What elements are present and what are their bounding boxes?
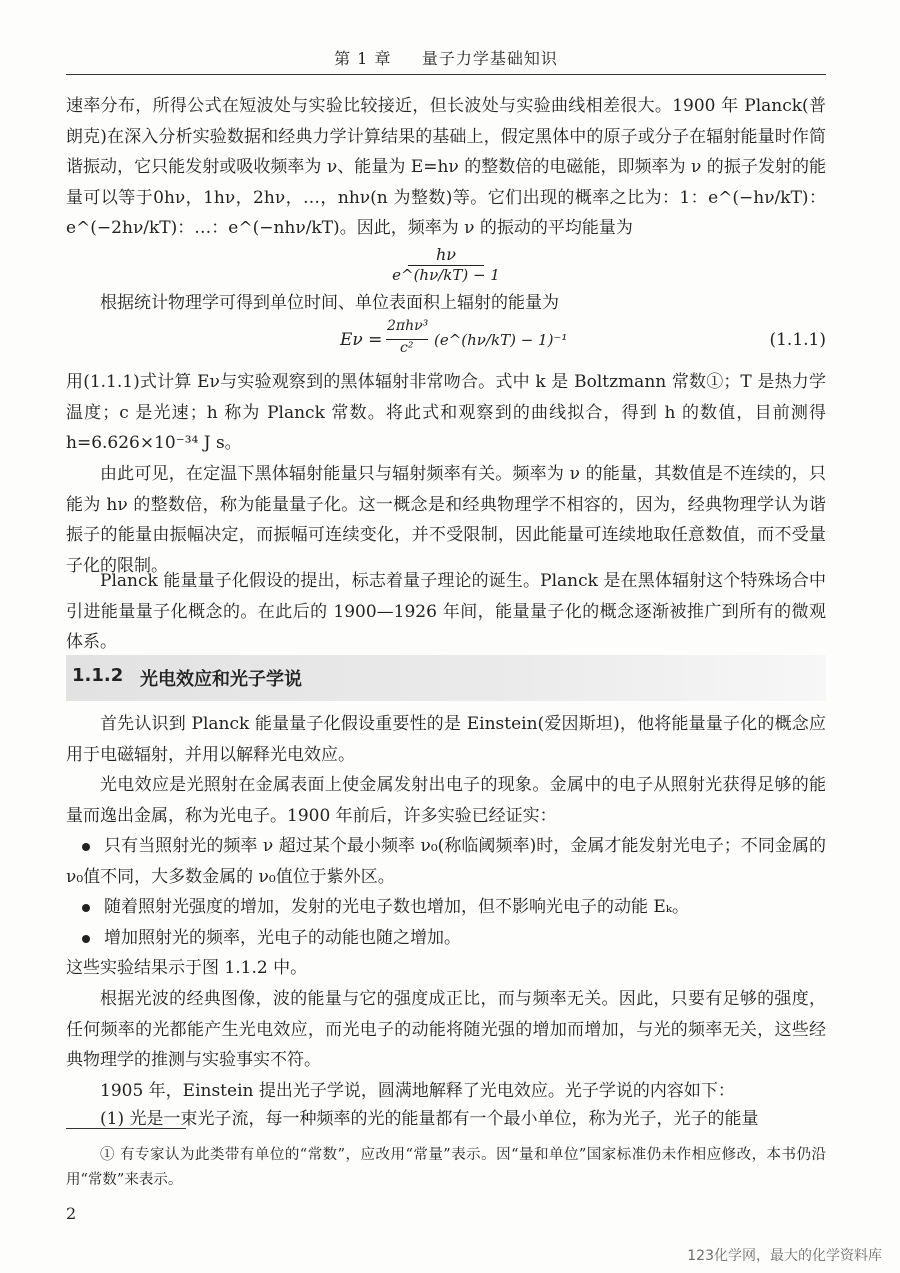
bullet-item-frequency — [66, 923, 826, 954]
bullet-item-threshold — [66, 831, 826, 892]
chapter-title: 量子力学基础知识 — [421, 49, 558, 68]
footnote: ① 有专家认为此类带有单位的“常数”，应改用“常量”表示。因“量和单位”国家标准仍未作相应修改，本书仍沿用“常数”来表示。 — [66, 1147, 826, 1188]
eq-avg-numerator: hν — [435, 245, 457, 264]
bullet-item-intensity — [66, 892, 826, 923]
paragraph-classical-view: 根据光波的经典图像，波的能量与它的强度成正比，而与频率无关。因此，只要有足够的强度，任何频率的光都能产生光电效应，而光电子的动能将随光强的增加而增加，与光的频率无关，这些经典物理学的推测与实验事实不符。 — [66, 989, 826, 1071]
bullet-dot-icon — [82, 843, 90, 851]
section-number: 1.1.2 — [72, 665, 124, 686]
running-header — [66, 46, 826, 69]
eq-planck-frac-den: c² — [400, 340, 414, 356]
eq-planck-lhs: Eν = — [340, 330, 383, 350]
paragraph-statistical: 根据统计物理学可得到单位时间、单位表面积上辐射的能量为 — [100, 293, 559, 313]
section-title: 光电效应和光子学说 — [140, 669, 302, 690]
bullet-text: 只有当照射光的频率 ν 超过某个最小频率 ν₀(称临阈频率)时，金属才能发射光电子；不同金属的 ν₀值不同，大多数金属的 ν₀值位于紫外区。 — [66, 836, 826, 887]
paragraph-photon-point-1: (1) 光是一束光子流，每一种频率的光的能量都有一个最小单位，称为光子，光子的能量 — [100, 1109, 759, 1129]
equation-number: (1.1.1) — [769, 330, 826, 350]
paragraph-einstein-intro: 首先认识到 Planck 能量量子化假设重要性的是 Einstein(爱因斯坦)，他将能量量子化的概念应用于电磁辐射，并用以解释光电效应。 — [66, 714, 826, 765]
watermark: 123化学网，最大的化学资料库 — [687, 1248, 882, 1264]
paragraph-planck-significance: Planck 能量量子化假设的提出，标志着量子理论的诞生。Planck 是在黑体辐射这个特殊场合中引进能量量子化概念的。在此后的 1900—1926 年间，能量量子化的概念逐渐被推广到所有的微观体系。 — [66, 571, 826, 653]
paragraph-planck-intro: 速率分布，所得公式在短波处与实验比较接近，但长波处与实验曲线相差很大。1900 年 Planck(普朗克)在深入分析实验数据和经典力学计算结果的基础上，假定黑体中的原子或分子在辐射能量时作简谐振动，它只能发射或吸收频率为 ν、能量为 E=hν 的整数倍的电磁能，即频率为 ν 的振子发射的能量可以等于0hν，1hν，2hν，…，nhν(n 为整数)等。它们出现的概率之比为：1：e^(−hν/kT)：e^(−2hν/kT)：…：e^(−nhν/kT)。因此，频率为 ν 的振动的平均能量为 — [66, 96, 826, 239]
paragraph-photoelectric-def: 光电效应是光照射在金属表面上使金属发射出电子的现象。金属中的电子从照射光获得足够的能量而逸出金属，称为光电子。1900 年前后，许多实验已经证实： — [66, 775, 826, 826]
bullet-dot-icon — [82, 904, 90, 912]
eq-planck-frac-num: 2πhν³ — [387, 318, 429, 334]
page-number: 2 — [66, 1204, 77, 1223]
paragraph-quantization: 由此可见，在定温下黑体辐射能量只与辐射频率有关。频率为 ν 的能量，其数值是不连续的，只能为 hν 的整数倍，称为能量量子化。这一概念是和经典物理学不相容的，因为，经典物理学认为谐振子的能量由振幅决定，而振幅可连续变化，并不受限制，因此能量可连续地取任意数值，而不受量子化的限制。 — [66, 464, 826, 576]
bullet-text: 增加照射光的频率，光电子的动能也随之增加。 — [104, 928, 461, 948]
bullet-dot-icon — [82, 935, 90, 943]
paragraph-photon-theory: 1905 年，Einstein 提出光子学说，圆满地解释了光电效应。光子学说的内容如下： — [100, 1081, 735, 1101]
paragraph-eq-explanation: 用(1.1.1)式计算 Eν与实验观察到的黑体辐射非常吻合。式中 k 是 Boltzmann 常数①；T 是热力学温度；c 是光速；h 称为 Planck 常数。将此式和观察到的曲线拟合，得到 h 的数值，目前测得 h=6.626×10⁻³⁴ J s。 — [66, 372, 826, 454]
bullet-text: 随着照射光强度的增加，发射的光电子数也增加，但不影响光电子的动能 Eₖ。 — [104, 897, 690, 917]
eq-planck-rhs: (e^(hν/kT) − 1)⁻¹ — [434, 331, 568, 349]
header-rule — [66, 74, 826, 75]
eq-avg-denominator: e^(hν/kT) − 1 — [392, 266, 500, 284]
paragraph-figure-ref: 这些实验结果示于图 1.1.2 中。 — [66, 958, 308, 978]
chapter-label: 第 1 章 — [334, 49, 392, 68]
